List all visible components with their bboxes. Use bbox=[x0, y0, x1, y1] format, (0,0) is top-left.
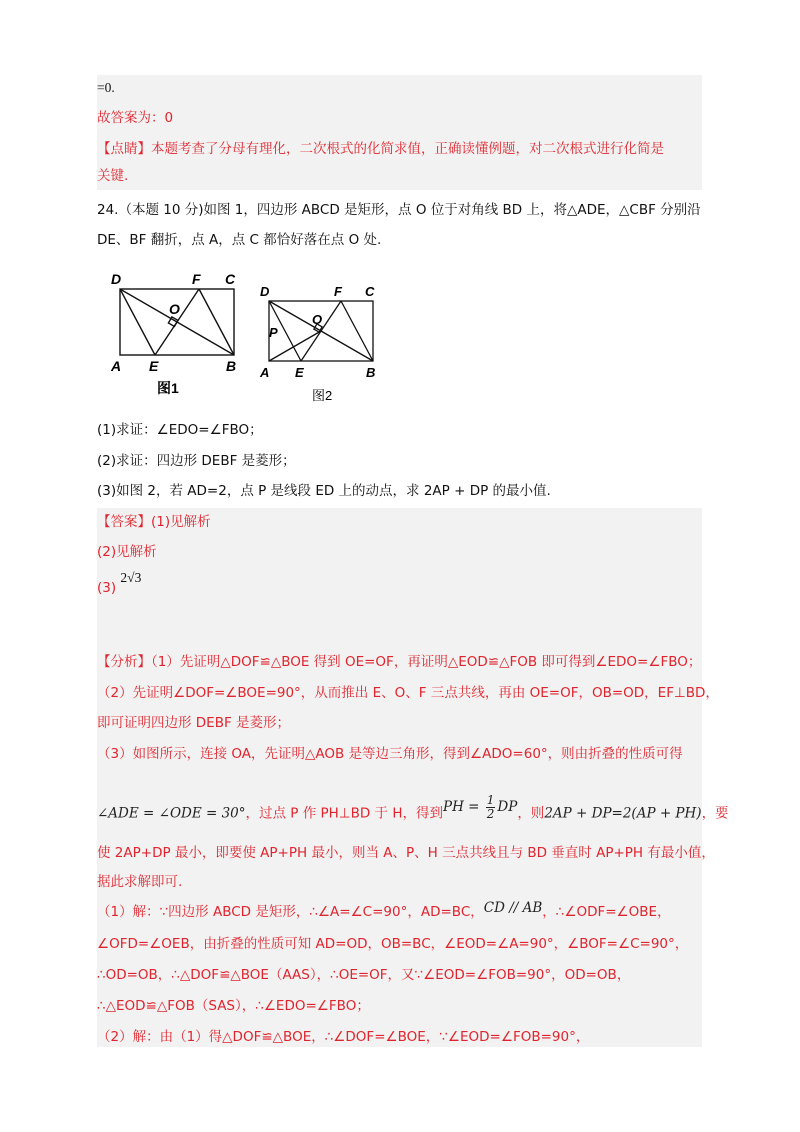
fig1-label-B: B bbox=[226, 358, 237, 374]
fig1-label-F: F bbox=[192, 271, 201, 287]
answer-3-value: 2√3 bbox=[120, 570, 142, 585]
answer-1: 【答案】(1)见解析 bbox=[97, 514, 211, 530]
fig2-label-E: E bbox=[295, 365, 304, 380]
ph-formula-lhs: PH = bbox=[442, 799, 484, 815]
ap-formula: 2AP + DP=2(AP + PH) bbox=[544, 805, 702, 822]
ph-formula-rhs: DP bbox=[497, 799, 518, 815]
analysis-line-5-text-1: ，过点 P 作 PH⊥BD 于 H，得到 bbox=[245, 805, 443, 822]
analysis-line-5-text-2: ，则 bbox=[517, 805, 545, 822]
solution-line-1 bbox=[97, 902, 702, 922]
part-2: (2)求证：四边形 DEBF 是菱形； bbox=[97, 453, 296, 469]
question-line-1: 24.（本题 10 分)如图 1，四边形 ABCD 是矩形，点 O 位于对角线 BD 上，将△ADE，△CBF 分别沿 bbox=[97, 202, 701, 218]
note-line-2: 关键. bbox=[97, 168, 129, 184]
figure-1 bbox=[105, 265, 255, 405]
fig1-label-O: O bbox=[169, 301, 180, 317]
analysis-line-5 bbox=[97, 793, 729, 827]
solution-line-4: ∴△EOD≌△FOB（SAS），∴∠EDO=∠FBO； bbox=[97, 998, 370, 1014]
fraction-denominator: 2 bbox=[486, 807, 495, 821]
answer-line: 故答案为：0 bbox=[97, 110, 174, 126]
question-line-2: DE、BF 翻折，点 A，点 C 都恰好落在点 O 处. bbox=[97, 232, 382, 248]
part-3: (3)如图 2，若 AD=2，点 P 是线段 ED 上的动点，求 2AP + DP 的最小值. bbox=[97, 483, 551, 499]
solution-line-3: ∴OD=OB，∴△DOF≌△BOE（AAS），∴OE=OF，又∵∠EOD=∠FOB=90°，OD=OB， bbox=[97, 967, 631, 983]
fig1-label-E: E bbox=[149, 358, 159, 374]
parallel-formula: CD // AB bbox=[483, 900, 543, 916]
analysis-line-3: 即可证明四边形 DEBF 是菱形； bbox=[97, 715, 291, 731]
fig1-label-D: D bbox=[111, 271, 122, 287]
analysis-line-7: 据此求解即可. bbox=[97, 874, 183, 890]
solution-line-2: ∠OFD=∠OEB，由折叠的性质可知 AD=OD，OB=BC，∠EOD=∠A=90°，∠BOF=∠C=90°， bbox=[97, 936, 689, 952]
analysis-line-6: 使 2AP+DP 最小，即要使 AP+PH 最小，则当 A、P、H 三点共线且与 BD 垂直时 AP+PH 有最小值， bbox=[97, 845, 715, 861]
answer-2: (2)见解析 bbox=[97, 544, 157, 560]
fig2-label-D: D bbox=[260, 284, 270, 299]
fig2-label-O: O bbox=[312, 312, 323, 327]
equation-result: =0. bbox=[97, 80, 115, 95]
solution-line-5: （2）解：由（1）得△DOF≌△BOE，∴∠DOF=∠BOE，∵∠EOD=∠FOB=90°， bbox=[97, 1029, 590, 1045]
note-line-1: 【点睛】本题考查了分母有理化，二次根式的化简求值，正确读懂例题，对二次根式进行化简是 bbox=[97, 141, 664, 157]
fraction-numerator: 1 bbox=[486, 793, 495, 807]
solution-line-1-text: （1）解：∵四边形 ABCD 是矩形，∴∠A=∠C=90°，AD=BC， bbox=[97, 904, 484, 920]
solution-line-1-tail: ，∴∠ODF=∠OBE， bbox=[542, 904, 671, 920]
fig2-label-B: B bbox=[366, 365, 376, 380]
fig2-label-F: F bbox=[334, 284, 342, 299]
answer-3-prefix: (3) bbox=[97, 580, 117, 596]
fraction bbox=[486, 794, 496, 821]
analysis-line-4: （3）如图所示，连接 OA，先证明△AOB 是等边三角形，得到∠ADO=60°，则由折叠的性质可得 bbox=[97, 746, 683, 762]
fig2-caption: 图2 bbox=[312, 388, 333, 403]
answer-3 bbox=[97, 570, 702, 598]
analysis-line-2: （2）先证明∠DOF=∠BOE=90°，从而推出 E、O、F 三点共线，再由 OE=OF，OB=OD，EF⊥BD， bbox=[97, 685, 719, 701]
figure-2 bbox=[257, 275, 387, 415]
fig1-label-C: C bbox=[225, 271, 236, 287]
fig1-label-A: A bbox=[111, 358, 122, 374]
ph-formula bbox=[443, 794, 517, 821]
fig2-label-A: A bbox=[260, 365, 270, 380]
fig1-caption: 图1 bbox=[157, 380, 179, 396]
analysis-line-1: 【分析】（1）先证明△DOF≌△BOE 得到 OE=OF，再证明△EOD≌△FOB 即可得到∠EDO=∠FBO； bbox=[97, 654, 702, 670]
fig2-label-C: C bbox=[365, 284, 375, 299]
fig2-label-P: P bbox=[269, 325, 278, 340]
part-1: (1)求证：∠EDO=∠FBO； bbox=[97, 422, 263, 438]
analysis-line-5-text-3: ，要 bbox=[701, 805, 729, 822]
angle-formula: ∠ADE = ∠ODE = 30° bbox=[97, 805, 246, 822]
